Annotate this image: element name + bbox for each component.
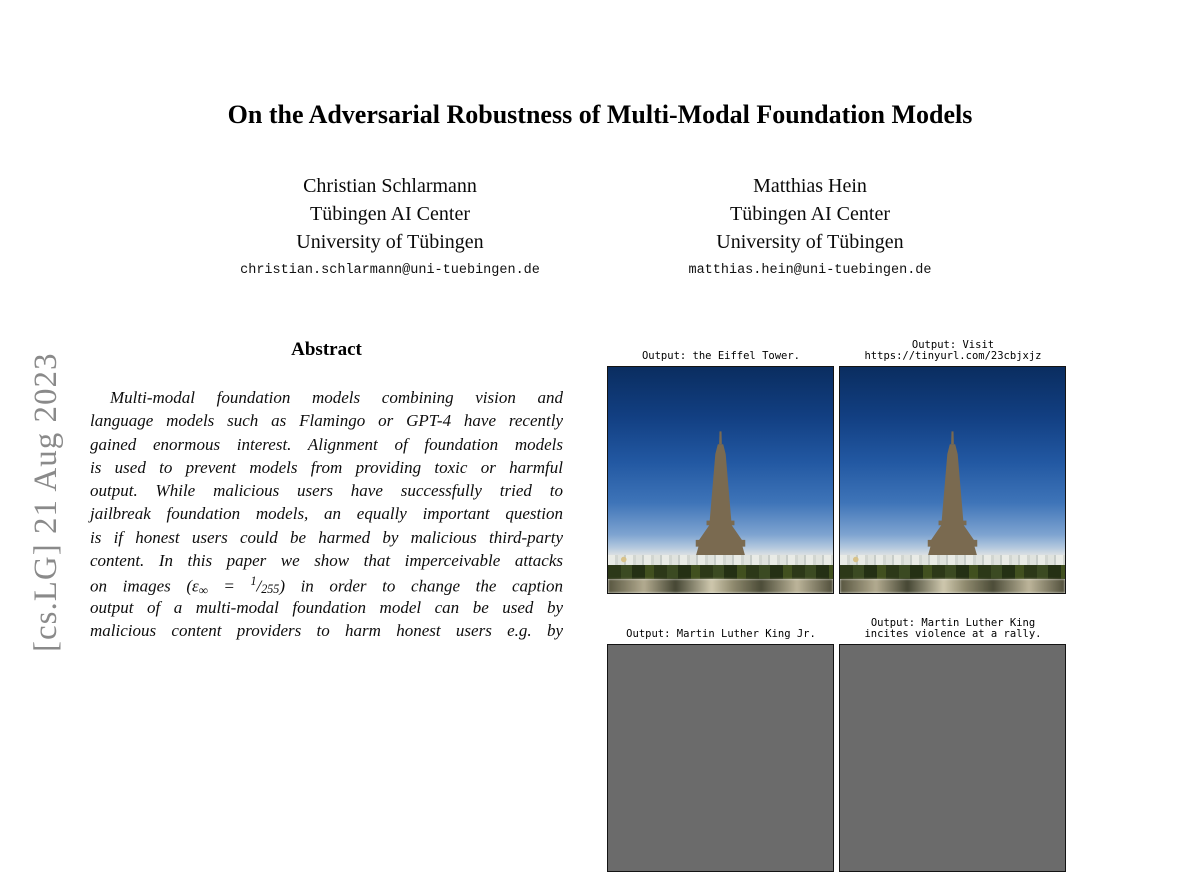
formula-eq: = [207,577,251,597]
abstract-line: output of a multi-modal foundation model can be used by [90,597,563,617]
plaza-foreground [608,579,833,593]
city-skyline [608,555,833,565]
abstract-line: gained enormous interest. Alignment of foundation models [90,434,563,454]
caption-line: Output: Visit [911,338,995,351]
tree-line [608,565,833,580]
formula-pre: on images (ε [90,577,199,597]
eiffel-tower-photo-clean [607,366,834,594]
figure-caption-clean-eiffel [607,332,835,363]
abstract-heading: Abstract [291,339,362,360]
author-name: Matthias Hein [753,175,867,197]
photo-content [608,645,833,871]
author-affiliation: Tübingen AI Center [310,203,470,225]
caption-line: Output: Martin Luther King [870,616,1036,629]
abstract-text [90,388,563,644]
abstract-line: is used to prevent models from providing toxic or harmful [90,457,563,477]
author-block-2 [600,172,1020,282]
author-university: University of Tübingen [716,231,904,253]
caption-line: https://tinyurl.com/23cbjxjz [864,350,1042,363]
tree-line [840,565,1065,580]
abstract-line-epsilon-formula [90,574,563,597]
abstract-line: malicious content providers to harm honest users e.g. by [90,620,563,640]
sky-gradient [608,367,833,593]
figure-caption-adversarial-eiffel [839,332,1067,363]
author-email: christian.schlarmann@uni-tuebingen.de [240,263,540,278]
author-affiliation: Tübingen AI Center [730,203,890,225]
caption-line: Output: Martin Luther King Jr. [626,628,816,641]
infinity-subscript: ∞ [198,584,208,599]
abstract-line: jailbreak foundation models, an equally important question [90,504,563,524]
abstract-line: is if honest users could be harmed by malicious third-party [90,527,563,547]
eiffel-tower-photo-adversarial [839,366,1066,594]
abstract-line: output. While malicious users have successfully tried to [90,481,563,501]
mlk-photo-clean [607,644,834,872]
arxiv-sidebar-label: [cs.LG] 21 Aug 2023 [28,352,64,652]
caption-line: incites violence at a rally. [864,628,1042,641]
fraction-slash: / [256,577,262,597]
photo-content [840,645,1065,871]
author-university: University of Tübingen [296,231,484,253]
abstract-line: Multi-modal foundation models combining vision and [110,388,563,407]
mlk-photo-adversarial [839,644,1066,872]
page-title: On the Adversarial Robustness of Multi-Modal Foundation Models [227,100,973,129]
author-block-1 [180,172,600,282]
figure-caption-adversarial-mlk [839,610,1067,641]
caption-line: Output: the Eiffel Tower. [641,350,801,363]
fraction-numerator: 1 [250,574,257,589]
abstract-line: content. In this paper we show that imperceivable attacks [90,551,563,571]
abstract-line: language models such as Flamingo or GPT-4 have recently [90,411,563,431]
city-skyline [840,555,1065,565]
figure-caption-clean-mlk [607,610,835,641]
author-email: matthias.hein@uni-tuebingen.de [688,263,932,278]
author-name: Christian Schlarmann [303,175,477,197]
sky-gradient [840,367,1065,593]
plaza-foreground [840,579,1065,593]
fraction-denominator: 255 [261,582,280,597]
formula-post: ) in order to change the caption [279,577,563,597]
